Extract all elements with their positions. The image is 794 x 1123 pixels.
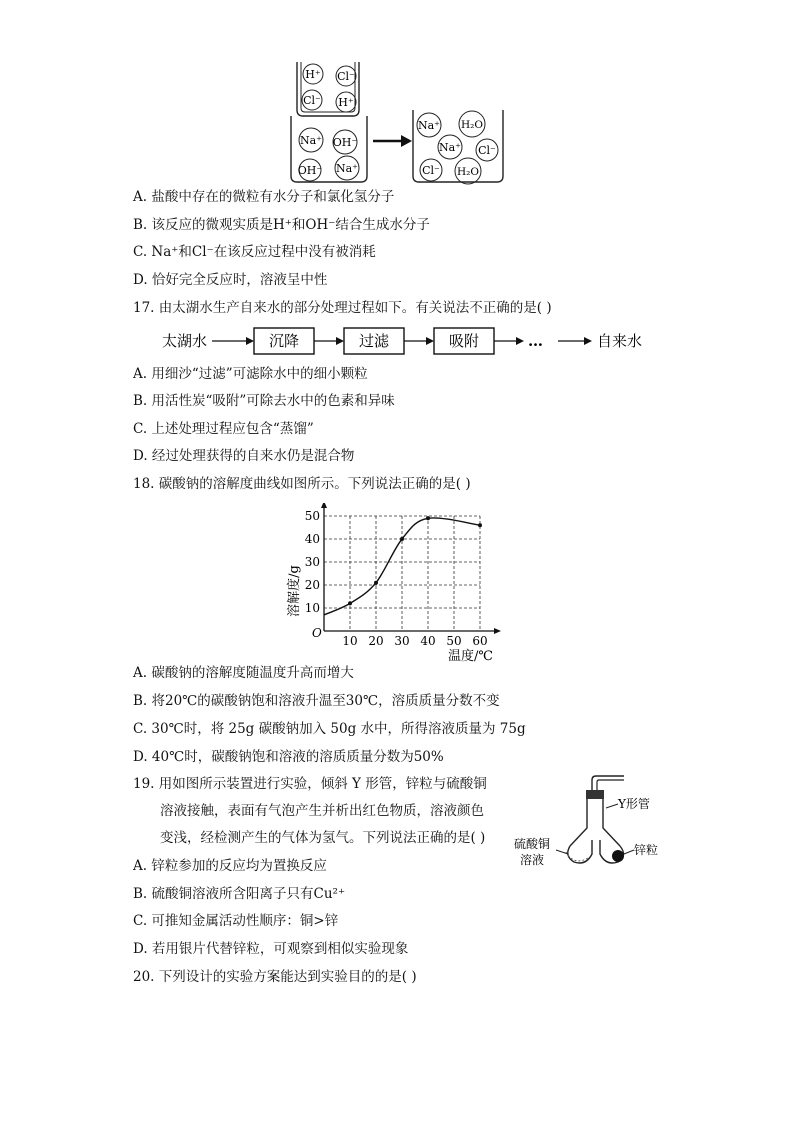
q16-option-c[interactable]: C. Na⁺和Cl⁻在该反应过程中没有被消耗 bbox=[133, 244, 376, 260]
q19-stem-line-1: 19. 用如图所示装置进行实验，倾斜 Y 形管，锌粒与硫酸铜 bbox=[133, 776, 487, 792]
y-tick-label: 10 bbox=[304, 601, 320, 615]
chart-x-axis-label: 温度/℃ bbox=[448, 649, 493, 664]
data-point bbox=[374, 581, 378, 585]
y-tick-label: 40 bbox=[304, 532, 320, 546]
x-tick-label: 60 bbox=[472, 634, 488, 648]
q20-stem: 20. 下列设计的实验方案能达到实验目的的是( ) bbox=[133, 969, 417, 985]
ion-label: OH⁻ bbox=[297, 164, 323, 177]
zinc-label: 锌粒 bbox=[634, 843, 659, 857]
q18-option-d[interactable]: D. 40℃时，碳酸钠饱和溶液的溶质质量分数为50% bbox=[133, 749, 444, 765]
q18-option-a[interactable]: A. 碳酸钠的溶解度随温度升高而增大 bbox=[133, 665, 354, 681]
x-tick-label: 50 bbox=[446, 634, 462, 648]
q18-option-b[interactable]: B. 将20℃的碳酸钠饱和溶液升温至30℃，溶质质量分数不变 bbox=[133, 693, 500, 709]
solubility-chart bbox=[282, 503, 512, 665]
x-tick-label: 30 bbox=[394, 634, 410, 648]
y-tube-label: Y形管 bbox=[618, 797, 650, 811]
y-tick-label: 20 bbox=[304, 578, 320, 592]
chart-points bbox=[348, 516, 482, 605]
q17-option-b[interactable]: B. 用活性炭“吸附”可除去水中的色素和异味 bbox=[133, 393, 395, 409]
ion-label: Cl⁻ bbox=[303, 94, 321, 107]
water-treatment-flowchart bbox=[160, 325, 660, 357]
q16-option-a[interactable]: A. 盐酸中存在的微粒有水分子和氯化氢分子 bbox=[133, 189, 395, 205]
ion-label: H⁺ bbox=[338, 96, 354, 109]
q17-option-c[interactable]: C. 上述处理过程应包含“蒸馏” bbox=[133, 421, 314, 437]
q17-stem: 17. 由太湖水生产自来水的部分处理过程如下。有关说法不正确的是( ) bbox=[133, 300, 552, 316]
ion-label: H₂O bbox=[461, 119, 483, 131]
ion-label: OH⁻ bbox=[332, 136, 358, 149]
data-point bbox=[478, 523, 482, 527]
solution-label: 溶液 bbox=[520, 853, 545, 867]
data-point bbox=[348, 601, 352, 605]
q19-stem-line-2: 溶液接触，表面有气泡产生并析出红色物质，溶液颜色 bbox=[160, 803, 484, 819]
flow-step-filtration: 过滤 bbox=[358, 332, 390, 350]
copper-sulfate-label: 硫酸铜 bbox=[514, 837, 551, 851]
data-point bbox=[426, 516, 430, 520]
q19-stem-line-3: 变浅，经检测产生的气体为氢气。下列说法正确的是( ) bbox=[160, 830, 486, 846]
q19-option-b[interactable]: B. 硫酸铜溶液所含阳离子只有Cu²⁺ bbox=[133, 886, 346, 902]
chart-origin-label: O bbox=[312, 626, 322, 640]
top-tube-ions bbox=[302, 64, 356, 112]
q17-option-d[interactable]: D. 经过处理获得的自来水仍是混合物 bbox=[133, 448, 355, 464]
ion-label: Na⁺ bbox=[300, 134, 322, 147]
ion-label: Cl⁻ bbox=[478, 144, 496, 157]
flow-source: 太湖水 bbox=[162, 332, 208, 350]
y-tick-label: 30 bbox=[304, 555, 320, 569]
x-tick-label: 40 bbox=[420, 634, 436, 648]
flow-step-adsorption: 吸附 bbox=[448, 332, 480, 350]
ion-reaction-diagram bbox=[285, 58, 515, 188]
right-beaker-ions bbox=[417, 111, 498, 184]
q19-option-d[interactable]: D. 若用银片代替锌粒，可观察到相似实验现象 bbox=[133, 941, 409, 957]
x-tick-label: 20 bbox=[368, 634, 384, 648]
y-tube-apparatus bbox=[514, 770, 664, 870]
chart-grid bbox=[324, 516, 480, 631]
q17-option-a[interactable]: A. 用细沙“过滤”可滤除水中的细小颗粒 bbox=[133, 366, 368, 382]
ion-label: H₂O bbox=[457, 166, 479, 178]
ion-label: Na⁺ bbox=[336, 162, 358, 175]
chart-y-axis-label: 溶解度/g bbox=[287, 565, 302, 617]
flow-step-sedimentation: 沉降 bbox=[268, 332, 300, 350]
flow-ellipsis: … bbox=[528, 332, 543, 350]
ion-label: Cl⁻ bbox=[422, 164, 440, 177]
ion-label: H⁺ bbox=[305, 68, 321, 81]
y-tick-label: 50 bbox=[304, 509, 320, 523]
x-tick-label: 10 bbox=[342, 634, 358, 648]
q19-option-a[interactable]: A. 锌粒参加的反应均为置换反应 bbox=[133, 858, 327, 874]
ion-label: Cl⁻ bbox=[337, 70, 355, 83]
y-axis-arrow bbox=[321, 503, 327, 508]
x-axis-arrow bbox=[494, 628, 501, 634]
q16-option-d[interactable]: D. 恰好完全反应时，溶液呈中性 bbox=[133, 272, 328, 288]
chart-tick-labels bbox=[305, 509, 488, 648]
data-point bbox=[400, 537, 404, 541]
q18-stem: 18. 碳酸钠的溶解度曲线如图所示。下列说法正确的是( ) bbox=[133, 476, 471, 492]
q19-option-c[interactable]: C. 可推知金属活动性顺序：铜>锌 bbox=[133, 913, 339, 929]
q16-option-b[interactable]: B. 该反应的微观实质是H⁺和OH⁻结合生成水分子 bbox=[133, 217, 430, 233]
q18-option-c[interactable]: C. 30℃时，将 25g 碳酸钠加入 50g 水中，所得溶液质量为 75g bbox=[133, 721, 526, 737]
left-beaker-ions bbox=[298, 128, 359, 181]
chart-axes bbox=[321, 503, 501, 634]
flow-product: 自来水 bbox=[597, 332, 643, 350]
ion-label: Na⁺ bbox=[418, 119, 440, 132]
ion-label: Na⁺ bbox=[439, 141, 461, 154]
